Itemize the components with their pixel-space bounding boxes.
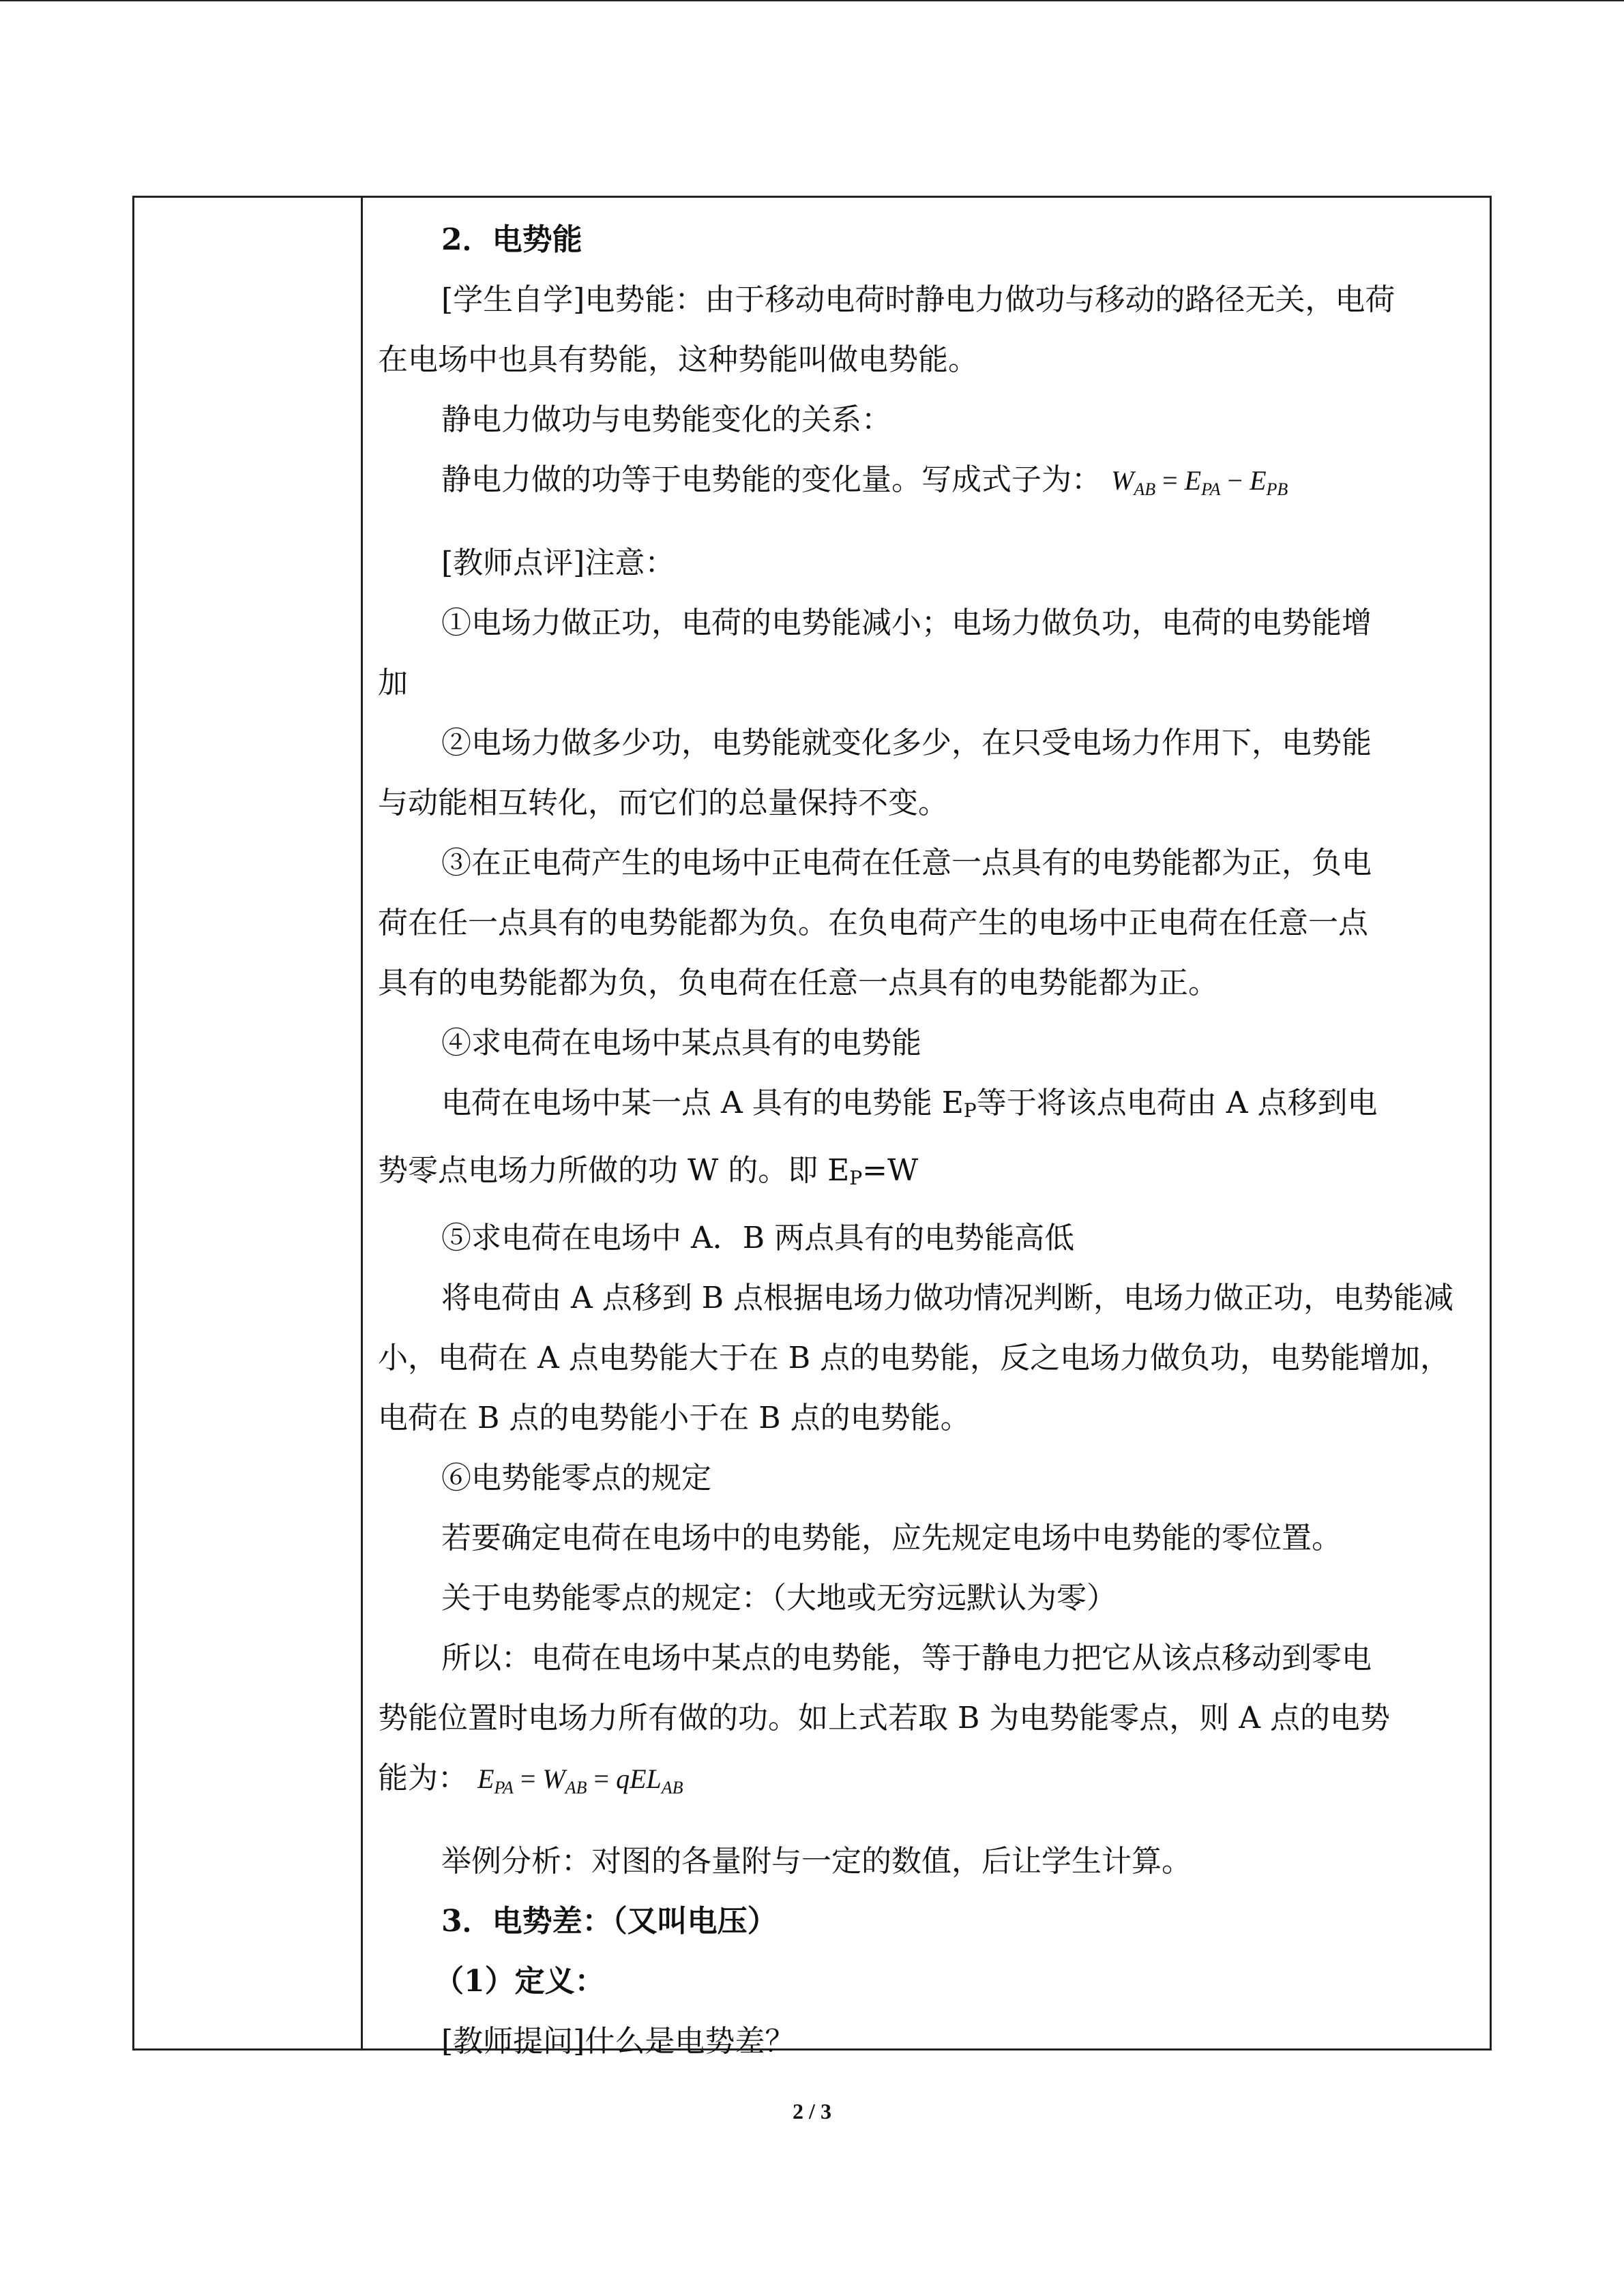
note-detail: 电荷在 B 点的电势能小于在 B 点的电势能。: [378, 1401, 971, 1435]
note-item: ⑤求电荷在电场中 A．B 两点具有的电势能高低: [441, 1221, 1075, 1255]
formula-subscript: AB: [1134, 479, 1156, 499]
formula-operator: =: [1162, 465, 1178, 496]
note-detail: 若要确定电荷在电场中的电势能，应先规定电场中电势能的零位置。: [441, 1521, 1342, 1555]
note-text: 势零点电场力所做的功 W 的。即 E: [378, 1153, 850, 1188]
paragraph-with-formula: [378, 1748, 1486, 1818]
note-detail: 小，电荷在 A 点电势能大于在 B 点的电势能，反之电场力做负功，电势能增加，: [378, 1341, 1451, 1375]
note-detail: 势能位置时电场力所有做的功。如上式若取 B 为电势能零点，则 A 点的电势: [378, 1701, 1391, 1735]
note-item: 具有的电势能都为负，负电荷在任意一点具有的电势能都为正。: [378, 966, 1218, 1000]
top-border-rule: [0, 0, 1624, 1]
section-heading-potential-energy: 2．电势能: [441, 222, 582, 257]
formula-operator: −: [1227, 465, 1243, 496]
paragraph-text: 静电力做的功等于电势能的变化量。写成式子为：: [441, 462, 1102, 497]
note-detail: 将电荷由 A 点移到 B 点根据电场力做功情况判断，电场力做正功，电势能减: [441, 1281, 1454, 1315]
note-detail: [378, 1141, 1486, 1208]
note-item: ③在正电荷产生的电场中正电荷在任意一点具有的电势能都为正，负电: [441, 846, 1372, 880]
subscript: P: [849, 1167, 863, 1189]
paragraph: 在电场中也具有势能，这种势能叫做电势能。: [378, 342, 978, 377]
paragraph-text: 能为：: [378, 1761, 468, 1795]
formula-subscript: AB: [661, 1778, 683, 1798]
formula-symbol: W: [1111, 465, 1134, 496]
example-paragraph: 举例分析：对图的各量附与一定的数值，后让学生计算。: [441, 1844, 1192, 1879]
note-item: 荷在任一点具有的电势能都为负。在负电荷产生的电场中正电荷在任意一点: [378, 906, 1368, 940]
subscript: P: [963, 1099, 977, 1122]
formula-subscript: PA: [494, 1778, 514, 1798]
formula-operator: =: [520, 1763, 536, 1794]
formula-symbol: E: [477, 1763, 494, 1794]
note-item: ⑥电势能零点的规定: [441, 1461, 711, 1495]
formula-operator: =: [593, 1763, 610, 1794]
note-item: 与动能相互转化，而它们的总量保持不变。: [378, 786, 948, 820]
formula-subscript: PA: [1201, 479, 1221, 499]
note-text: =W: [862, 1153, 919, 1188]
note-item: 加: [378, 666, 408, 700]
note-detail: 所以：电荷在电场中某点的电势能，等于静电力把它从该点移动到零电: [441, 1641, 1372, 1675]
formula-symbol: E: [1250, 465, 1267, 496]
lesson-table: [132, 196, 1492, 2059]
formula-potential-energy-at-a: [477, 1763, 683, 1798]
note-text: 等于将该点电荷由 A 点移到电: [976, 1086, 1378, 1120]
paragraph: 静电力做功与电势能变化的关系：: [441, 402, 891, 437]
note-detail: 关于电势能零点的规定：（大地或无穷远默认为零）: [441, 1581, 1117, 1615]
note-item: ②电场力做多少功，电势能就变化多少，在只受电场力作用下，电势能: [441, 726, 1372, 760]
formula-symbol: W: [542, 1763, 565, 1794]
teacher-question: [教师提问]什么是电势差？: [441, 2024, 795, 2059]
lesson-content-cell: [378, 210, 1486, 2072]
paragraph-with-formula: [378, 450, 1486, 520]
teacher-note-label: [教师点评]注意：: [441, 546, 675, 580]
note-item: ④求电荷在电场中某点具有的电势能: [441, 1026, 921, 1060]
section-heading-potential-difference: 3．电势差：（又叫电压）: [441, 1904, 778, 1939]
paragraph: [学生自学]电势能：由于移动电荷时静电力做功与移动的路径无关，电荷: [441, 282, 1396, 317]
note-item: ①电场力做正功，电荷的电势能减小；电场力做负功，电荷的电势能增: [441, 606, 1372, 640]
formula-subscript: AB: [565, 1778, 587, 1798]
formula-symbol: qEL: [616, 1763, 662, 1794]
note-detail: [378, 1073, 1486, 1141]
subsection-heading-definition: （1）定义：: [434, 1964, 605, 1999]
page-number: 2 / 3: [793, 2099, 831, 2123]
formula-symbol: E: [1184, 465, 1202, 496]
note-text: 电荷在电场中某一点 A 具有的电势能 E: [441, 1086, 964, 1120]
formula-work-potential-energy: [1111, 465, 1288, 499]
table-column-divider: [361, 198, 363, 2048]
formula-subscript: PB: [1266, 479, 1288, 499]
